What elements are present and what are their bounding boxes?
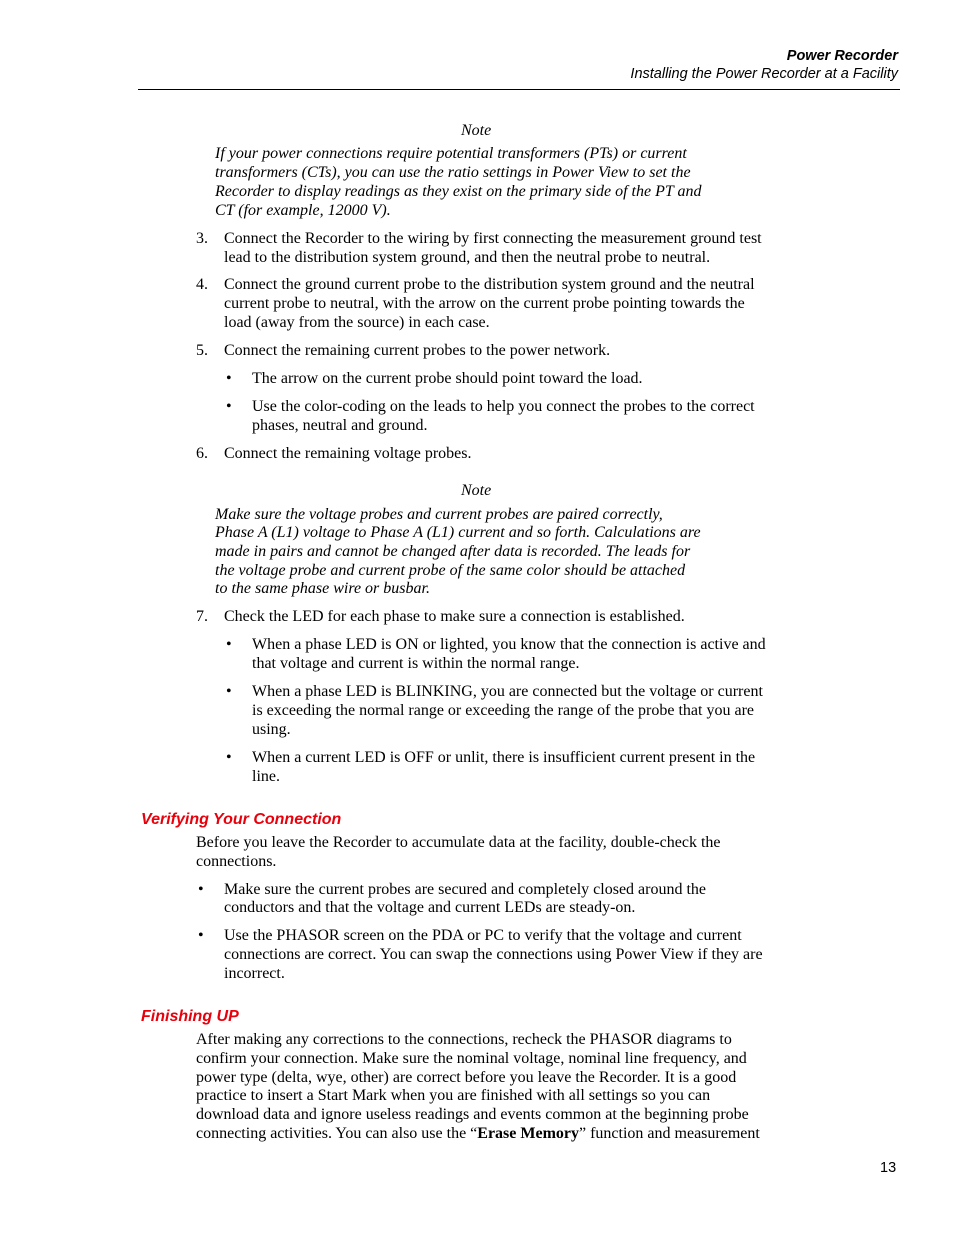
running-header-subtitle: Installing the Power Recorder at a Facility [630,66,898,82]
step-line: Connect the ground current probe to the distribution system ground and the neutral [224,276,755,293]
bullet-line: Use the color-coding on the leads to help you connect the probes to the correct [252,398,755,415]
step-number: 3. [196,230,208,247]
step-line: Connect the remaining voltage probes. [224,445,472,462]
bullet-line: that voltage and current is within the normal range. [252,655,580,672]
bullet-line: Use the PHASOR screen on the PDA or PC to verify that the voltage and current [224,927,742,944]
bullet-line: conductors and that the voltage and current LEDs are steady-on. [224,899,636,916]
note-label: Note [461,482,492,499]
bullet-glyph: • [198,881,204,898]
bullet-line: The arrow on the current probe should point toward the load. [252,370,643,387]
step-line: Connect the Recorder to the wiring by first connecting the measurement ground test [224,230,762,247]
note-line: Make sure the voltage probes and current probes are paired correctly, [215,506,663,523]
step-number: 6. [196,445,208,462]
note-line: made in pairs and cannot be changed after data is recorded. The leads for [215,543,691,560]
note-line: CT (for example, 12000 V). [215,202,391,219]
step-number: 4. [196,276,208,293]
bullet-glyph: • [226,398,232,415]
bullet-line: When a phase LED is ON or lighted, you know that the connection is active and [252,636,766,653]
paragraph-line: connections. [196,853,277,870]
bullet-glyph: • [226,749,232,766]
note-line: Phase A (L1) voltage to Phase A (L1) current and so forth. Calculations are [215,524,701,541]
bullet-line: line. [252,768,280,785]
note-line: Recorder to display readings as they exist on the primary side of the PT and [215,183,702,200]
step-line: Connect the remaining current probes to the power network. [224,342,611,359]
paragraph-line: After making any corrections to the connections, recheck the PHASOR diagrams to [196,1031,732,1048]
note-line: If your power connections require potential transformers (PTs) or current [215,145,687,162]
paragraph-line: download data and ignore useless readings and events common at the beginning probe [196,1106,749,1123]
bullet-line: When a current LED is OFF or unlit, there is insufficient current present in the [252,749,756,766]
bullet-glyph: • [226,370,232,387]
note-line: transformers (CTs), you can use the ratio settings in Power View to set the [215,164,691,181]
bullet-glyph: • [226,636,232,653]
bullet-line: using. [252,721,291,738]
running-header-title: Power Recorder [786,48,898,64]
text-run: ” function and measurement [579,1125,760,1142]
note-line: to the same phase wire or busbar. [215,580,430,597]
paragraph-line: Before you leave the Recorder to accumulate data at the facility, double-check the [196,834,721,851]
bold-term-erase-memory: Erase Memory [477,1125,579,1142]
step-line: current probe to neutral, with the arrow on the current probe pointing towards the [224,295,745,312]
bullet-line: connections are correct. You can swap the connections using Power View if they are [224,946,763,963]
header-rule [138,89,900,90]
section-heading-verifying: Verifying Your Connection [141,811,342,828]
bullet-line: incorrect. [224,965,285,982]
bullet-line: Make sure the current probes are secured and completely closed around the [224,881,707,898]
paragraph-line [196,1124,760,1143]
step-line: lead to the distribution system ground, and then the neutral probe to neutral. [224,249,711,266]
paragraph-line: practice to insert a Start Mark when you are finished with all settings so you can [196,1087,711,1104]
note-label: Note [461,122,492,139]
step-line: load (away from the source) in each case. [224,314,490,331]
paragraph-line: confirm your connection. Make sure the nominal voltage, nominal line frequency, and [196,1050,747,1067]
step-line: Check the LED for each phase to make sure a connection is established. [224,608,685,625]
step-number: 5. [196,342,208,359]
text-run: connecting activities. You can also use the “ [196,1125,478,1142]
bullet-glyph: • [198,927,204,944]
note-line: the voltage probe and current probe of the same color should be attached [215,562,686,579]
bullet-line: is exceeding the normal range or exceeding the range of the probe that you are [252,702,755,719]
section-heading-finishing: Finishing UP [141,1008,239,1025]
step-number: 7. [196,608,208,625]
bullet-glyph: • [226,683,232,700]
paragraph-line: power type (delta, wye, other) are correct before you leave the Recorder. It is a good [196,1069,737,1086]
bullet-line: When a phase LED is BLINKING, you are connected but the voltage or current [252,683,763,700]
bullet-line: phases, neutral and ground. [252,417,428,434]
page-number: 13 [880,1160,897,1176]
